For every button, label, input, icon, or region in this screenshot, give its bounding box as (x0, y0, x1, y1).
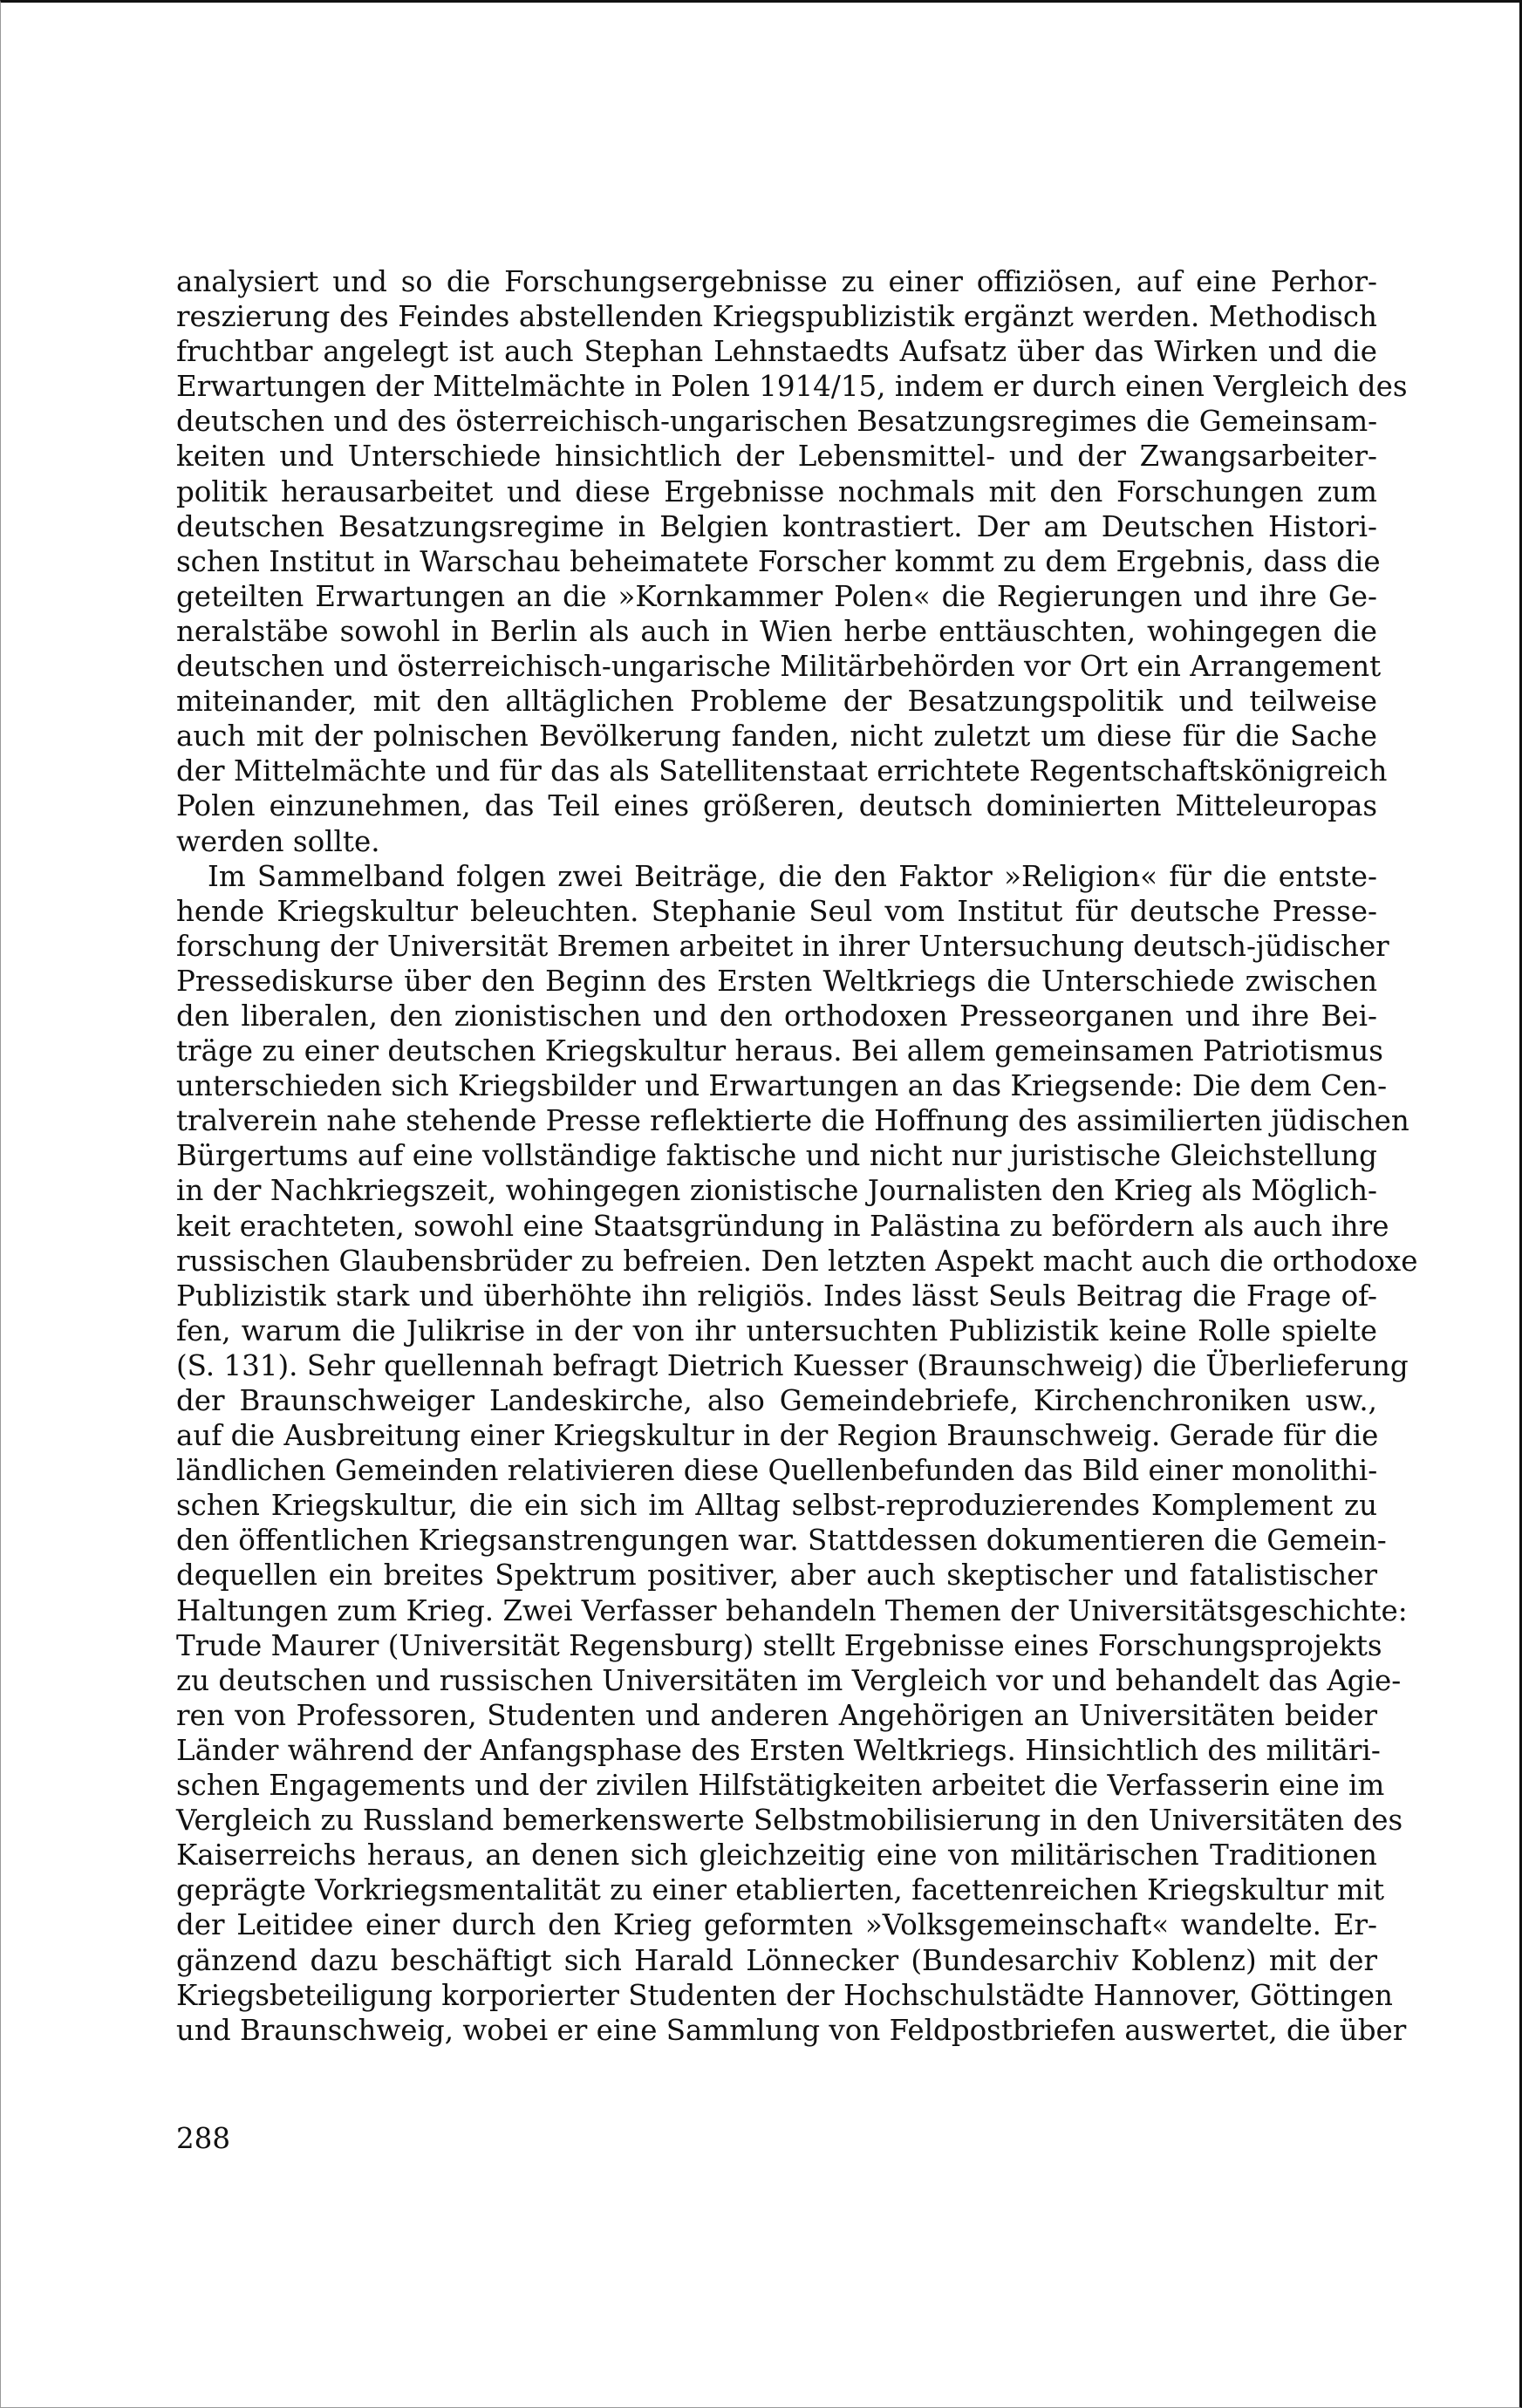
text-line: gänzend dazu beschäftigt sich Harald Lönnecker (Bundesarchiv Koblenz) mit der (176, 1943, 1377, 1977)
text-line: Länder während der Anfangsphase des Ersten Weltkriegs. Hinsichtlich des militäri- (176, 1733, 1381, 1767)
text-line: schen Institut in Warschau beheimatete Forscher kommt zu dem Ergebnis, dass die (176, 544, 1381, 578)
text-line: Haltungen zum Krieg. Zwei Verfasser behandeln Themen der Universitätsgeschichte: (176, 1593, 1408, 1627)
paragraph (176, 264, 1408, 859)
page-number: 288 (176, 2122, 231, 2155)
text-line: geprägte Vorkriegsmentalität zu einer etablierten, facettenreichen Kriegskultur mit (176, 1873, 1385, 1907)
text-line: geteilten Erwartungen an die »Kornkammer Polen« die Regierungen und ihre Ge- (176, 579, 1377, 613)
text-line: den liberalen, den zionistischen und den orthodoxen Presseorganen und ihre Bei- (176, 999, 1377, 1033)
text-line: und Braunschweig, wobei er eine Sammlung von Feldpostbriefen auswertet, die über (176, 2013, 1407, 2047)
text-line: unterschieden sich Kriegsbilder und Erwartungen an das Kriegsende: Die dem Cen- (176, 1069, 1388, 1103)
text-line: Bürgertums auf eine vollständige faktische und nicht nur juristische Gleichstellung (176, 1139, 1377, 1173)
text-line: den öffentlichen Kriegsanstrengungen war. Stattdessen dokumentieren die Gemein- (176, 1524, 1387, 1558)
text-line: der Braunschweiger Landeskirche, also Gemeindebriefe, Kirchenchroniken usw., (176, 1384, 1377, 1417)
text-line: Erwartungen der Mittelmächte in Polen 1914/15, indem er durch einen Vergleich des (176, 370, 1408, 404)
text-line: tralverein nahe stehende Presse reflektierte die Hoffnung des assimilierten jüdischen (176, 1104, 1409, 1138)
text-line: auch mit der polnischen Bevölkerung fanden, nicht zuletzt um diese für die Sache (176, 720, 1377, 754)
text-line: fruchtbar angelegt ist auch Stephan Lehnstaedts Aufsatz über das Wirken und die (176, 335, 1377, 369)
text-line: Kriegsbeteiligung korporierter Studenten der Hochschulstädte Hannover, Göttingen (176, 1978, 1393, 2012)
text-line: deutschen und österreichisch-ungarische Militärbehörden vor Ort ein Arrangement (176, 650, 1382, 684)
text-line: hende Kriegskultur beleuchten. Stephanie Seul vom Institut für deutsche Presse- (176, 894, 1377, 928)
text-line: auf die Ausbreitung einer Kriegskultur in der Region Braunschweig. Gerade für die (176, 1419, 1379, 1453)
body-text (176, 264, 1418, 2048)
text-line: Publizistik stark und überhöhte ihn religiös. Indes lässt Seuls Beitrag die Frage of- (176, 1279, 1377, 1313)
text-line: Kaiserreichs heraus, an denen sich gleichzeitig eine von militärischen Traditionen (176, 1838, 1377, 1873)
text-line: Vergleich zu Russland bemerkenswerte Selbstmobilisierung in den Universitäten des (176, 1804, 1403, 1838)
text-line: ren von Professoren, Studenten und anderen Angehörigen an Universitäten beider (176, 1698, 1377, 1732)
text-line: schen Engagements und der zivilen Hilfstätigkeiten arbeitet die Verfasserin eine im (176, 1769, 1385, 1803)
text-line: dequellen ein breites Spektrum positiver, aber auch skeptischer und fatalistischer (176, 1559, 1377, 1593)
text-line: (S. 131). Sehr quellennah befragt Dietrich Kuesser (Braunschweig) die Überlieferung (176, 1348, 1409, 1382)
text-line: forschung der Universität Bremen arbeitet in ihrer Untersuchung deutsch-jüdischer (176, 929, 1389, 963)
text-line: fen, warum die Julikrise in der von ihr untersuchten Publizistik keine Rolle spielte (176, 1313, 1377, 1347)
text-line: der Leitidee einer durch den Krieg geformten »Volksgemeinschaft« wandelte. Er- (176, 1908, 1377, 1942)
text-line: Im Sammelband folgen zwei Beiträge, die den Faktor »Religion« für die entste- (208, 859, 1377, 893)
text-line: Trude Maurer (Universität Regensburg) stellt Ergebnisse eines Forschungsprojekts (176, 1628, 1382, 1662)
text-line: neralstäbe sowohl in Berlin als auch in Wien herbe enttäuschten, wohingegen die (176, 614, 1377, 648)
text-line: deutschen und des österreichisch-ungarischen Besatzungsregimes die Gemeinsam- (176, 405, 1378, 439)
text-line: zu deutschen und russischen Universitäten im Vergleich vor und behandelt das Agie- (176, 1663, 1402, 1697)
text-line: schen Kriegskultur, die ein sich im Alltag selbst-reproduzierendes Komplement zu (176, 1489, 1377, 1523)
text-line: in der Nachkriegszeit, wohingegen zionistische Journalisten den Krieg als Möglich- (176, 1174, 1377, 1208)
text-line: träge zu einer deutschen Kriegskultur heraus. Bei allem gemeinsamen Patriotismus (176, 1034, 1383, 1068)
text-line: der Mittelmächte und für das als Satellitenstaat errichtete Regentschaftskönigreich (176, 754, 1388, 788)
text-line: analysiert und so die Forschungsergebnisse zu einer offiziösen, auf eine Perhor- (176, 265, 1377, 298)
text-line: miteinander, mit den alltäglichen Probleme der Besatzungspolitik und teilweise (176, 685, 1377, 719)
text-line: politik herausarbeitet und diese Ergebnisse nochmals mit den Forschungen zum (176, 474, 1377, 508)
text-line: russischen Glaubensbrüder zu befreien. Den letzten Aspekt macht auch die orthodoxe (176, 1244, 1418, 1278)
text-line: keit erachteten, sowohl eine Staatsgründung in Palästina zu befördern als auch ihre (176, 1209, 1389, 1243)
text-line: werden sollte. (176, 824, 380, 858)
text-line: deutschen Besatzungsregime in Belgien kontrastiert. Der am Deutschen Histori- (176, 509, 1377, 543)
text-line: ländlichen Gemeinden relativieren diese Quellenbefunden das Bild einer monolithi- (176, 1454, 1378, 1488)
text-line: Pressediskurse über den Beginn des Ersten Weltkriegs die Unterschiede zwischen (176, 964, 1377, 998)
text-line: keiten und Unterschiede hinsichtlich der Lebensmittel- und der Zwangsarbeiter- (176, 440, 1377, 474)
paragraph (176, 859, 1418, 2048)
text-line: reszierung des Feindes abstellenden Kriegspublizistik ergänzt werden. Methodisch (176, 300, 1377, 334)
text-line: Polen einzunehmen, das Teil eines größeren, deutsch dominierten Mitteleuropas (176, 789, 1377, 823)
